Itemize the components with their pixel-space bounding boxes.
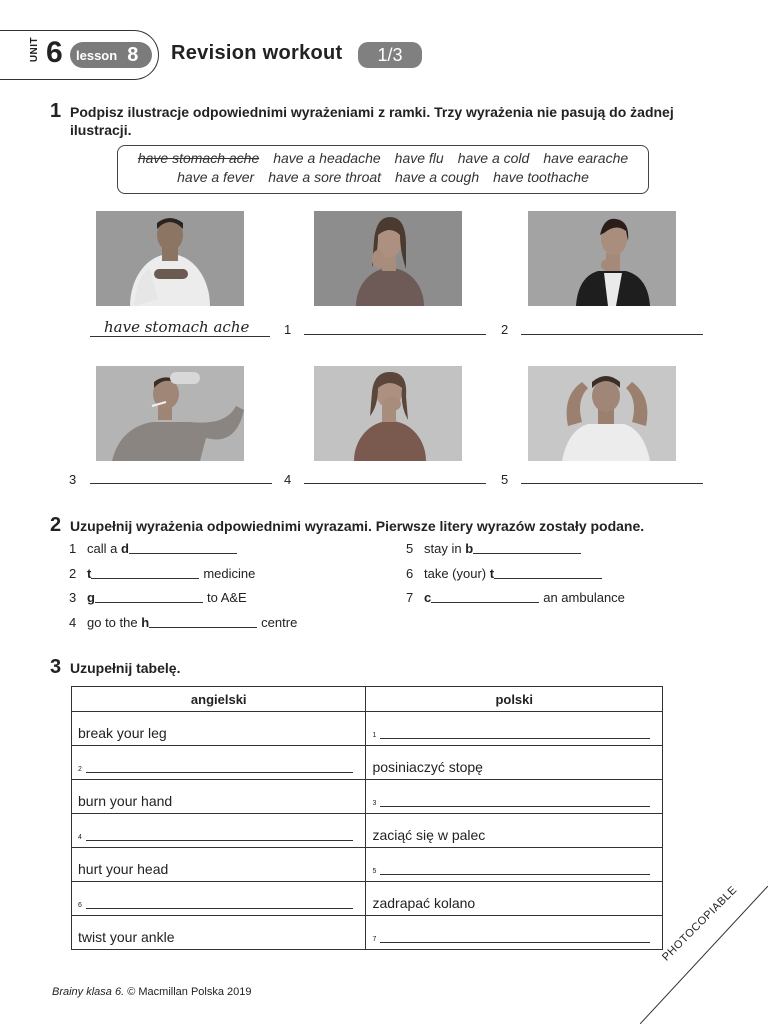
word-box-item: have earache [543,150,629,166]
exercise-1-number: 1 [50,100,62,122]
word-box-item: have a cold [457,150,530,166]
answer-blank[interactable]: 7 [372,936,656,949]
exercise-1-instruction: Podpisz ilustracje odpowiednimi wyrażeniami z ramki. Trzy wyrażenia nie pasują do żadnej ilustracji. [70,104,674,138]
answer-blank[interactable]: 6 [78,902,359,915]
exercise-2-instruction: Uzupełnij wyrażenia odpowiednimi wyrazami. Pierwsze litery wyrazów zostały podane. [70,518,645,534]
exercise-2-number: 2 [50,514,62,536]
lesson-number: 8 [127,43,139,66]
item-number: 1 [284,322,292,337]
table-row [72,814,663,848]
footer-copyright [52,986,252,998]
photo-cough [314,366,462,461]
fill-blank[interactable] [91,566,199,579]
polish-phrase: zaciąć się w palec [372,827,486,843]
answer-blank[interactable]: 3 [372,800,656,813]
item-number: 5 [501,472,509,487]
exercise-2-item: 7 c an ambulance [406,590,625,605]
word-box-item: have stomach ache [137,150,260,166]
table-row [72,780,663,814]
answer-line-1[interactable] [304,334,486,335]
answer-line-2[interactable] [521,334,703,335]
answer-line-3[interactable] [90,483,272,484]
table-row [72,848,663,882]
photocopiable-label: PHOTOCOPIABLE [660,883,740,964]
word-box-item: have toothache [493,169,589,185]
word-box-item: have a cough [395,169,480,185]
vocabulary-table [71,686,663,950]
page-title: Revision workout [171,42,343,64]
unit-number: 6 [46,36,63,69]
fill-blank[interactable] [95,590,203,603]
answer-blank[interactable]: 2 [78,766,359,779]
english-phrase: hurt your head [78,861,169,877]
copyright-text: © Macmillan Polska 2019 [127,986,252,998]
example-answer: have stomach ache [104,318,250,336]
photo-stomach-ache [96,211,244,306]
column-header-english: angielski [72,687,366,712]
word-box-item: have a sore throat [268,169,382,185]
english-phrase: twist your ankle [78,929,175,945]
fill-blank[interactable] [494,566,602,579]
polish-phrase: zadrapać kolano [372,895,476,911]
fill-blank[interactable] [473,541,581,554]
fill-blank[interactable] [431,590,539,603]
word-box-item: have a headache [273,150,381,166]
word-box-item: have a fever [177,169,255,185]
unit-label: UNIT [29,36,41,63]
answer-line-example [90,336,270,337]
fill-blank[interactable] [149,615,257,628]
exercise-2-item: 1 call a d [69,541,241,556]
photo-headache [528,366,676,461]
table-row [72,712,663,746]
photo-woman-2 [528,211,676,306]
exercise-2-item: 5 stay in b [406,541,585,556]
table-row [72,916,663,950]
photo-woman-1 [314,211,462,306]
answer-blank[interactable]: 5 [372,868,656,881]
exercise-2-item: 2 t medicine [69,566,256,581]
lesson-label: lesson [76,47,118,63]
exercise-2-item: 4 go to the h centre [69,615,298,630]
answer-blank[interactable]: 1 [372,732,656,745]
english-phrase: break your leg [78,725,167,741]
exercise-3-number: 3 [50,656,62,678]
item-number: 2 [501,322,509,337]
page-indicator: 1/3 [358,42,422,68]
photo-fever [96,366,244,461]
exercise-3-instruction: Uzupełnij tabelę. [70,660,181,676]
word-box-item: have flu [394,150,444,166]
lesson-pill [70,42,152,68]
exercise-2-item: 3 g to A&E [69,590,247,605]
answer-line-4[interactable] [304,483,486,484]
exercise-2-item: 6 take (your) t [406,566,606,581]
answer-line-5[interactable] [521,483,703,484]
column-header-polish: polski [366,687,663,712]
word-box [117,145,649,194]
table-row [72,746,663,780]
polish-phrase: posiniaczyć stopę [372,759,483,775]
book-title: Brainy klasa 6. [52,986,125,998]
item-number: 3 [69,472,77,487]
english-phrase: burn your hand [78,793,173,809]
fill-blank[interactable] [129,541,237,554]
item-number: 4 [284,472,292,487]
answer-blank[interactable]: 4 [78,834,359,847]
table-row [72,882,663,916]
